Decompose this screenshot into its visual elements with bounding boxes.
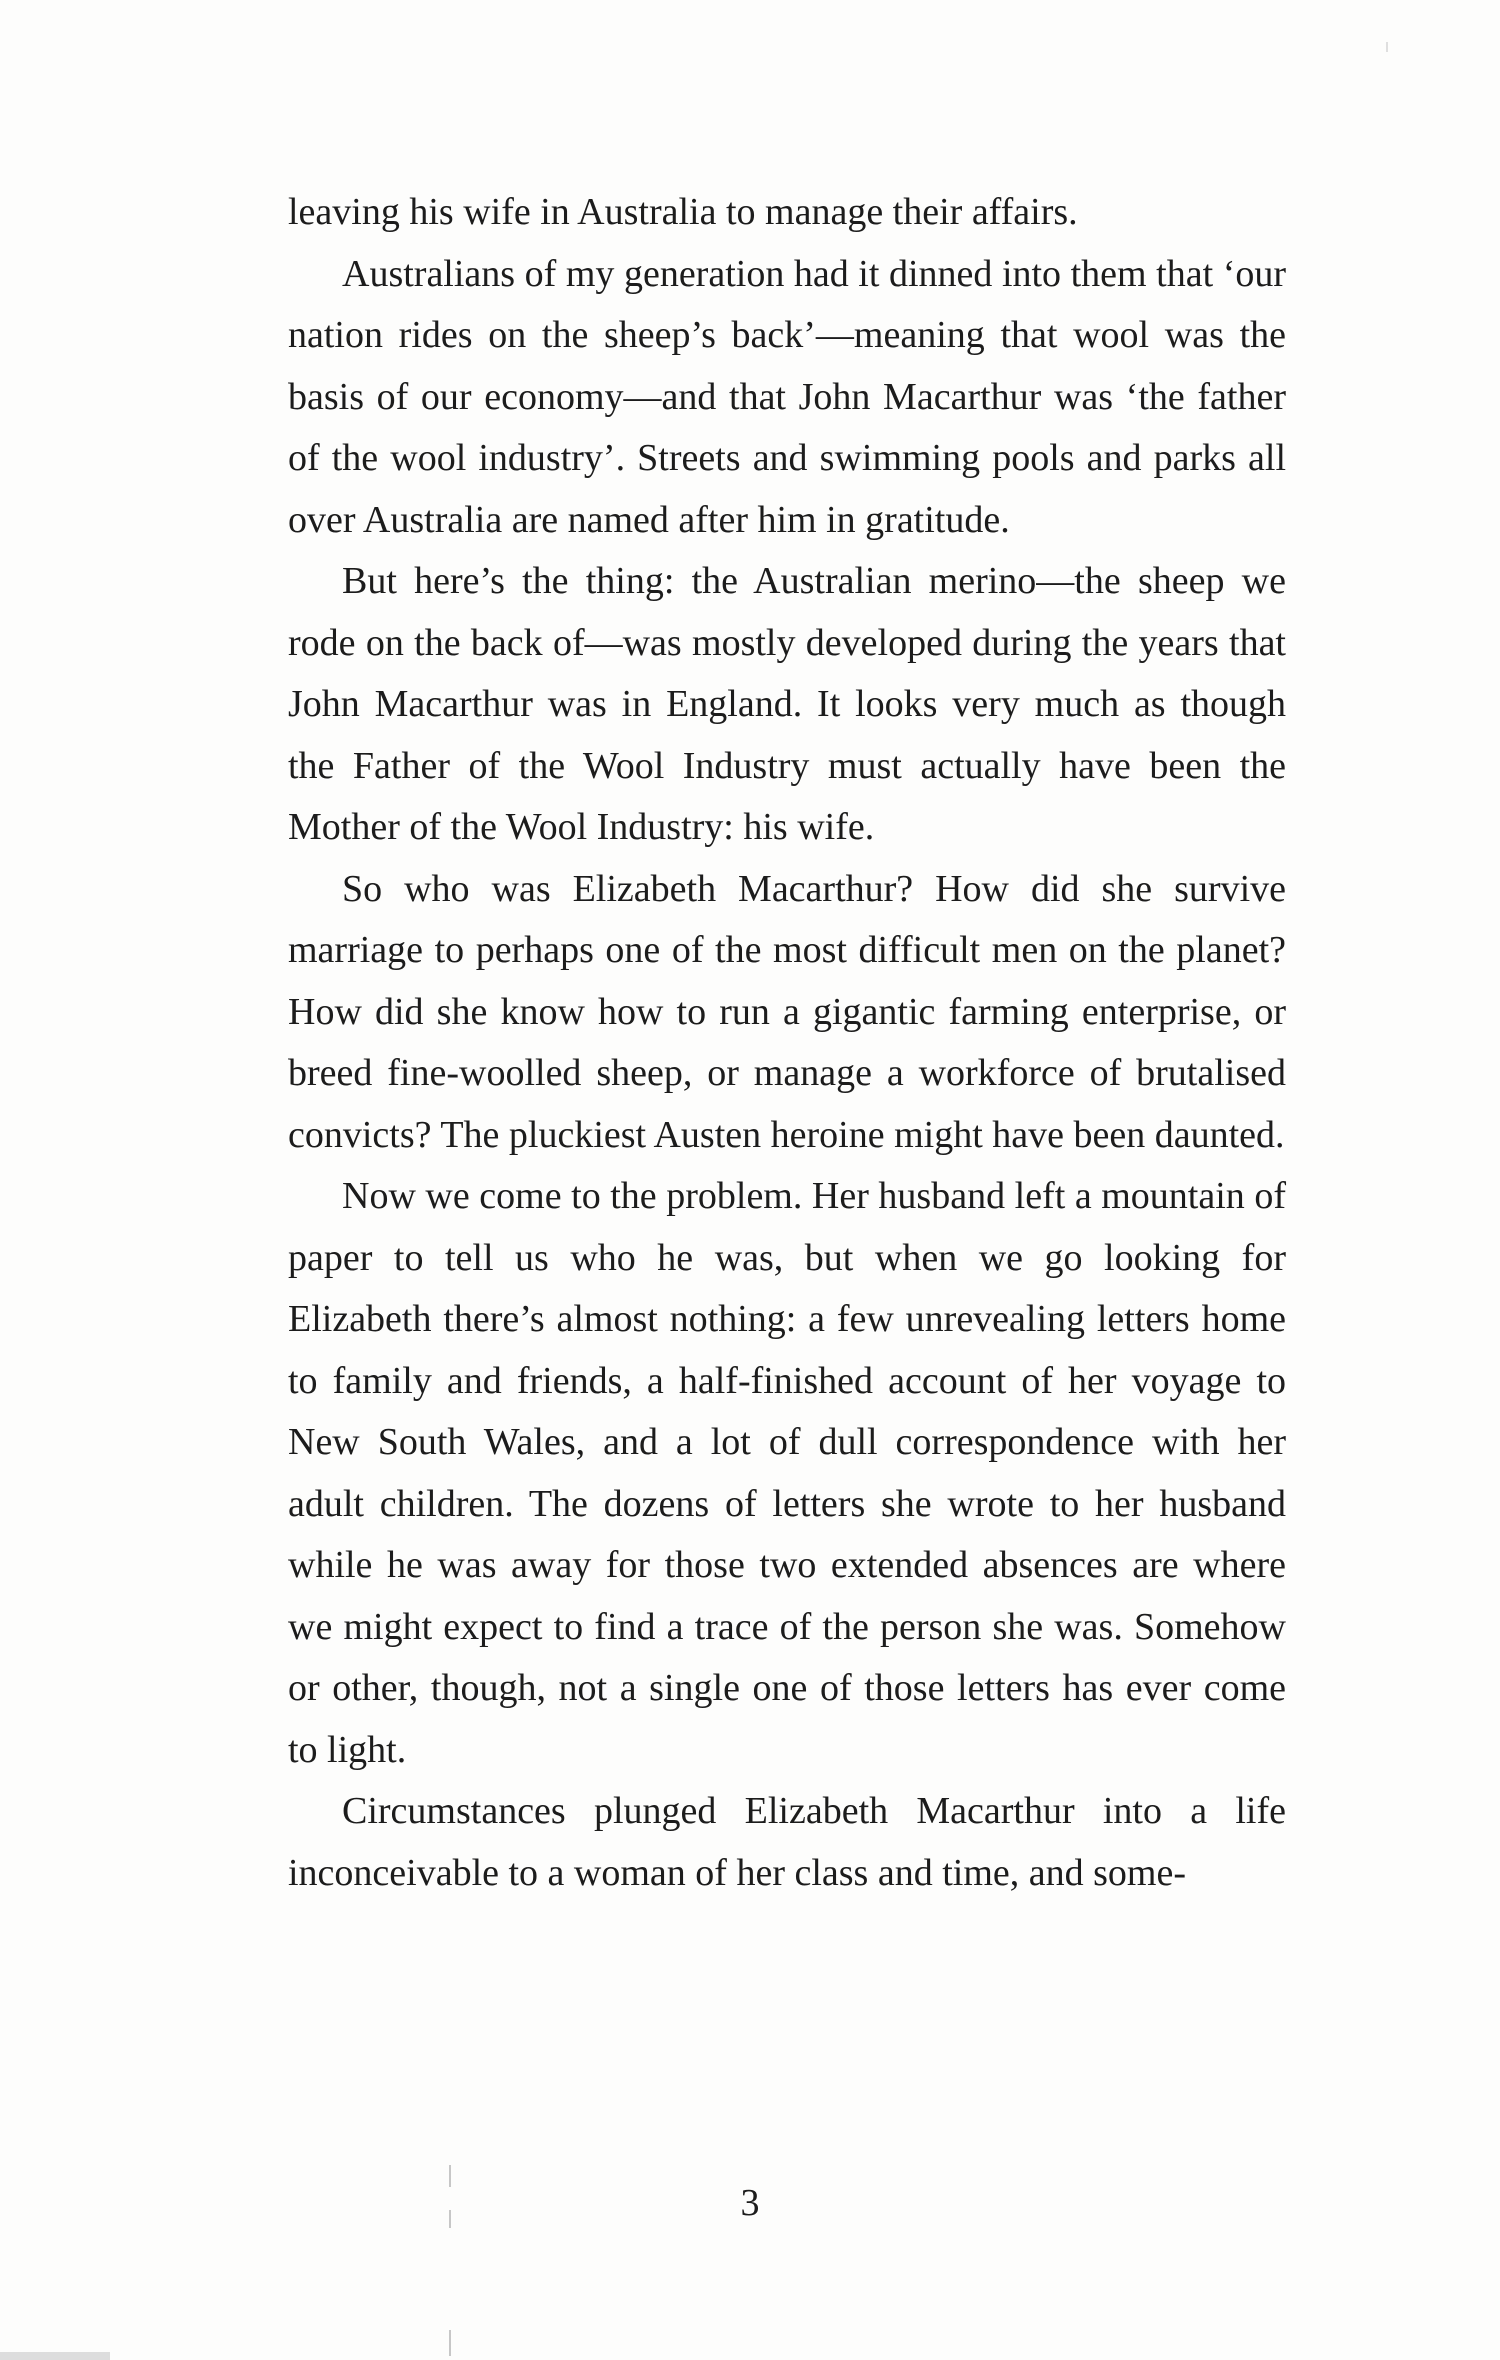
paragraph-continuation: leaving his wife in Australia to manage their affairs.	[288, 191, 1078, 233]
scan-artifact	[449, 2210, 451, 2228]
paragraph: So who was Elizabeth Macarthur? How did she survive marriage to perhaps one of the most difficult men on the planet? How did she know how to run a gigantic farming enterprise, or breed fine-woolled sheep, or manage a workforce of brutalised convicts? The pluckiest Austen heroine might have been daunted.	[288, 867, 1286, 1156]
paragraph: Circumstances plunged Elizabeth Macarthur into a life inconceivable to a woman of her class and time, and some-	[288, 1790, 1286, 1894]
scan-shadow	[0, 2352, 110, 2360]
body-text	[288, 182, 1286, 1904]
scan-artifact	[449, 2330, 451, 2356]
scan-artifact	[449, 2165, 451, 2187]
page-number: 3	[740, 2182, 760, 2224]
scan-artifact	[1386, 42, 1388, 52]
paragraph: But here’s the thing: the Australian merino—the sheep we rode on the back of—was mostly developed during the years that John Macarthur was in England. It looks very much as though the Father of the Wool Industry must actually have been the Mother of the Wool Industry: his wife.	[288, 560, 1286, 848]
paragraph: Australians of my generation had it dinned into them that ‘our nation rides on the sheep’s back’—meaning that wool was the basis of our economy—and that John Macarthur was ‘the father of the wool industry’. Streets and swimming pools and parks all over Australia are named after him in gratitude.	[288, 252, 1286, 541]
paragraph: Now we come to the problem. Her husband left a mountain of paper to tell us who he was, but when we go looking for Elizabeth there’s almost nothing: a few unrevealing letters home to family and friends, a half-finished account of her voyage to New South Wales, and a lot of dull correspondence with her adult children. The dozens of letters she wrote to her husband while he was away for those two extended absences are where we might expect to find a trace of the person she was. Somehow or other, though, not a single one of those letters has ever come to light.	[288, 1175, 1286, 1771]
